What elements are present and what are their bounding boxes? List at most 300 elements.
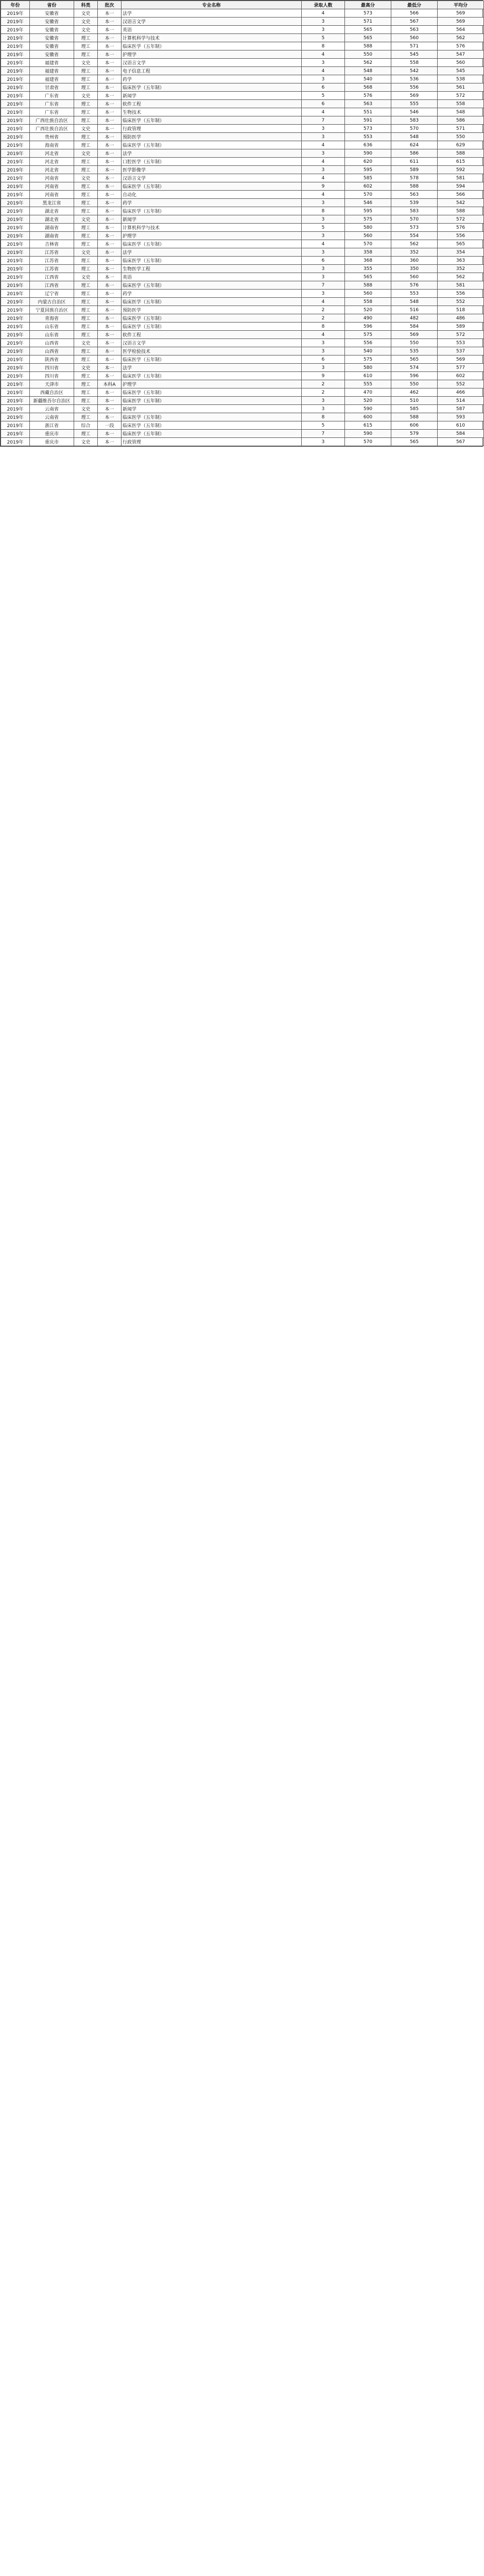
cell-year: 2019年 (1, 199, 30, 207)
cell-major-name: 临床医学（五年制） (122, 314, 302, 323)
cell-min-score: 571 (391, 42, 438, 50)
cell-min-score: 579 (391, 430, 438, 438)
cell-avg-score: 576 (438, 42, 484, 50)
cell-max-score: 540 (345, 75, 391, 83)
cell-year: 2019年 (1, 18, 30, 26)
cell-avg-score: 553 (438, 339, 484, 347)
cell-batch: 本一 (98, 18, 122, 26)
cell-admitted-count: 3 (302, 215, 345, 224)
cell-province: 广东省 (30, 108, 74, 116)
cell-major-name: 护理学 (122, 50, 302, 59)
table-row (1, 224, 484, 232)
cell-year: 2019年 (1, 174, 30, 182)
cell-major-name: 法学 (122, 149, 302, 158)
cell-year: 2019年 (1, 430, 30, 438)
cell-avg-score: 545 (438, 67, 484, 75)
cell-max-score: 470 (345, 388, 391, 397)
cell-batch: 本一 (98, 42, 122, 50)
cell-avg-score: 588 (438, 149, 484, 158)
cell-avg-score: 558 (438, 100, 484, 108)
cell-major-name: 药学 (122, 199, 302, 207)
cell-subject-category: 文史 (74, 248, 98, 257)
cell-batch: 本一 (98, 125, 122, 133)
table-row (1, 125, 484, 133)
cell-batch: 本一 (98, 100, 122, 108)
cell-min-score: 588 (391, 413, 438, 421)
cell-batch: 本一 (98, 199, 122, 207)
cell-min-score: 586 (391, 149, 438, 158)
cell-subject-category: 理工 (74, 207, 98, 215)
cell-batch: 本一 (98, 92, 122, 100)
table-row (1, 158, 484, 166)
cell-subject-category: 理工 (74, 314, 98, 323)
cell-subject-category: 理工 (74, 413, 98, 421)
cell-admitted-count: 7 (302, 116, 345, 125)
cell-max-score: 575 (345, 355, 391, 364)
cell-subject-category: 理工 (74, 306, 98, 314)
table-row (1, 166, 484, 174)
cell-year: 2019年 (1, 158, 30, 166)
cell-max-score: 556 (345, 339, 391, 347)
cell-min-score: 548 (391, 298, 438, 306)
cell-max-score: 565 (345, 26, 391, 34)
cell-batch: 本一 (98, 232, 122, 240)
cell-batch: 本一 (98, 306, 122, 314)
cell-admitted-count: 2 (302, 388, 345, 397)
cell-admitted-count: 5 (302, 92, 345, 100)
cell-max-score: 555 (345, 380, 391, 388)
cell-year: 2019年 (1, 248, 30, 257)
cell-avg-score: 548 (438, 108, 484, 116)
cell-subject-category: 理工 (74, 75, 98, 83)
cell-subject-category: 理工 (74, 372, 98, 380)
table-row (1, 331, 484, 339)
table-row (1, 281, 484, 290)
cell-province: 陕西省 (30, 355, 74, 364)
cell-avg-score: 565 (438, 240, 484, 248)
cell-year: 2019年 (1, 92, 30, 100)
cell-year: 2019年 (1, 290, 30, 298)
table-header-row (1, 1, 484, 9)
cell-min-score: 584 (391, 323, 438, 331)
cell-year: 2019年 (1, 306, 30, 314)
cell-avg-score: 363 (438, 257, 484, 265)
cell-min-score: 565 (391, 438, 438, 446)
cell-subject-category: 理工 (74, 430, 98, 438)
table-row (1, 26, 484, 34)
cell-avg-score: 514 (438, 397, 484, 405)
table-row (1, 339, 484, 347)
cell-major-name: 新闻学 (122, 405, 302, 413)
cell-avg-score: 592 (438, 166, 484, 174)
cell-batch: 本一 (98, 215, 122, 224)
table-row (1, 108, 484, 116)
cell-province: 湖南省 (30, 232, 74, 240)
cell-avg-score: 577 (438, 364, 484, 372)
cell-major-name: 汉语言文学 (122, 18, 302, 26)
cell-major-name: 软件工程 (122, 100, 302, 108)
cell-major-name: 临床医学（五年制） (122, 116, 302, 125)
cell-max-score: 573 (345, 9, 391, 18)
cell-major-name: 临床医学（五年制） (122, 257, 302, 265)
table-row (1, 323, 484, 331)
cell-year: 2019年 (1, 182, 30, 191)
cell-year: 2019年 (1, 339, 30, 347)
cell-max-score: 615 (345, 421, 391, 430)
table-row (1, 397, 484, 405)
cell-admitted-count: 4 (302, 191, 345, 199)
cell-avg-score: 629 (438, 141, 484, 149)
cell-min-score: 548 (391, 133, 438, 141)
cell-avg-score: 561 (438, 83, 484, 92)
cell-subject-category: 理工 (74, 290, 98, 298)
cell-admitted-count: 6 (302, 355, 345, 364)
cell-max-score: 636 (345, 141, 391, 149)
cell-admitted-count: 3 (302, 199, 345, 207)
cell-admitted-count: 3 (302, 149, 345, 158)
cell-avg-score: 552 (438, 380, 484, 388)
cell-avg-score: 556 (438, 290, 484, 298)
table-row (1, 191, 484, 199)
table-row (1, 141, 484, 149)
table-row (1, 50, 484, 59)
cell-min-score: 570 (391, 215, 438, 224)
cell-admitted-count: 2 (302, 380, 345, 388)
cell-max-score: 560 (345, 232, 391, 240)
cell-major-name: 临床医学（五年制） (122, 323, 302, 331)
cell-subject-category: 理工 (74, 224, 98, 232)
table-row (1, 42, 484, 50)
cell-major-name: 临床医学（五年制） (122, 372, 302, 380)
cell-province: 河北省 (30, 166, 74, 174)
cell-max-score: 590 (345, 430, 391, 438)
cell-year: 2019年 (1, 323, 30, 331)
cell-admitted-count: 3 (302, 248, 345, 257)
table-row (1, 413, 484, 421)
cell-avg-score: 567 (438, 438, 484, 446)
cell-province: 云南省 (30, 405, 74, 413)
cell-year: 2019年 (1, 298, 30, 306)
cell-subject-category: 理工 (74, 191, 98, 199)
cell-subject-category: 理工 (74, 298, 98, 306)
cell-year: 2019年 (1, 100, 30, 108)
cell-year: 2019年 (1, 75, 30, 83)
cell-admitted-count: 5 (302, 34, 345, 42)
cell-avg-score: 547 (438, 50, 484, 59)
cell-major-name: 医学影像学 (122, 166, 302, 174)
cell-batch: 本一 (98, 182, 122, 191)
cell-year: 2019年 (1, 125, 30, 133)
cell-max-score: 565 (345, 34, 391, 42)
cell-avg-score: 562 (438, 34, 484, 42)
table-row (1, 75, 484, 83)
cell-batch: 本一 (98, 191, 122, 199)
table-row (1, 257, 484, 265)
table-row (1, 364, 484, 372)
cell-major-name: 行政管理 (122, 125, 302, 133)
cell-batch: 本一 (98, 438, 122, 446)
cell-province: 内蒙古自治区 (30, 298, 74, 306)
cell-admitted-count: 3 (302, 59, 345, 67)
cell-subject-category: 理工 (74, 182, 98, 191)
cell-admitted-count: 8 (302, 323, 345, 331)
column-header-avg-score: 平均分 (438, 1, 484, 9)
cell-batch: 本一 (98, 9, 122, 18)
cell-year: 2019年 (1, 191, 30, 199)
cell-admitted-count: 3 (302, 75, 345, 83)
cell-subject-category: 理工 (74, 257, 98, 265)
cell-province: 山东省 (30, 323, 74, 331)
cell-min-score: 462 (391, 388, 438, 397)
table-row (1, 207, 484, 215)
cell-year: 2019年 (1, 421, 30, 430)
cell-year: 2019年 (1, 265, 30, 273)
cell-avg-score: 556 (438, 232, 484, 240)
cell-province: 新疆维吾尔自治区 (30, 397, 74, 405)
cell-max-score: 576 (345, 92, 391, 100)
cell-max-score: 588 (345, 42, 391, 50)
table-body (1, 9, 484, 446)
cell-major-name: 护理学 (122, 380, 302, 388)
cell-year: 2019年 (1, 133, 30, 141)
cell-max-score: 565 (345, 273, 391, 281)
cell-major-name: 医学检验技术 (122, 347, 302, 355)
cell-year: 2019年 (1, 355, 30, 364)
cell-province: 江苏省 (30, 248, 74, 257)
cell-batch: 本一 (98, 34, 122, 42)
cell-province: 安徽省 (30, 18, 74, 26)
cell-max-score: 573 (345, 125, 391, 133)
cell-admitted-count: 4 (302, 240, 345, 248)
column-header-year: 年份 (1, 1, 30, 9)
cell-major-name: 药学 (122, 290, 302, 298)
cell-admitted-count: 8 (302, 207, 345, 215)
cell-subject-category: 理工 (74, 67, 98, 75)
cell-max-score: 595 (345, 207, 391, 215)
cell-avg-score: 560 (438, 59, 484, 67)
cell-min-score: 573 (391, 224, 438, 232)
cell-max-score: 596 (345, 323, 391, 331)
cell-subject-category: 文史 (74, 9, 98, 18)
cell-avg-score: 593 (438, 413, 484, 421)
table-row (1, 273, 484, 281)
cell-min-score: 558 (391, 59, 438, 67)
cell-batch: 本一 (98, 298, 122, 306)
cell-admitted-count: 4 (302, 158, 345, 166)
cell-major-name: 临床医学（五年制） (122, 240, 302, 248)
cell-min-score: 545 (391, 50, 438, 59)
cell-batch: 本一 (98, 207, 122, 215)
cell-province: 四川省 (30, 372, 74, 380)
cell-batch: 本一 (98, 133, 122, 141)
table-row (1, 67, 484, 75)
cell-year: 2019年 (1, 380, 30, 388)
cell-max-score: 368 (345, 257, 391, 265)
cell-avg-score: 588 (438, 207, 484, 215)
cell-year: 2019年 (1, 364, 30, 372)
cell-year: 2019年 (1, 50, 30, 59)
cell-batch: 本一 (98, 59, 122, 67)
cell-min-score: 563 (391, 26, 438, 34)
cell-min-score: 569 (391, 92, 438, 100)
cell-max-score: 570 (345, 191, 391, 199)
cell-min-score: 350 (391, 265, 438, 273)
cell-year: 2019年 (1, 34, 30, 42)
cell-min-score: 510 (391, 397, 438, 405)
cell-admitted-count: 3 (302, 166, 345, 174)
table-row (1, 34, 484, 42)
cell-year: 2019年 (1, 405, 30, 413)
cell-subject-category: 文史 (74, 149, 98, 158)
cell-min-score: 352 (391, 248, 438, 257)
cell-province: 青海省 (30, 314, 74, 323)
cell-province: 宁夏回族自治区 (30, 306, 74, 314)
cell-avg-score: 518 (438, 306, 484, 314)
cell-avg-score: 550 (438, 133, 484, 141)
cell-batch: 本一 (98, 364, 122, 372)
cell-admitted-count: 9 (302, 182, 345, 191)
cell-min-score: 482 (391, 314, 438, 323)
cell-year: 2019年 (1, 207, 30, 215)
cell-avg-score: 581 (438, 174, 484, 182)
cell-avg-score: 586 (438, 116, 484, 125)
cell-subject-category: 文史 (74, 405, 98, 413)
cell-batch: 本一 (98, 248, 122, 257)
cell-year: 2019年 (1, 26, 30, 34)
column-header-admitted-count: 录取人数 (302, 1, 345, 9)
cell-batch: 本一 (98, 257, 122, 265)
cell-min-score: 585 (391, 405, 438, 413)
cell-min-score: 556 (391, 83, 438, 92)
cell-max-score: 595 (345, 166, 391, 174)
table-row (1, 18, 484, 26)
cell-batch: 本一 (98, 290, 122, 298)
cell-subject-category: 理工 (74, 380, 98, 388)
cell-avg-score: 354 (438, 248, 484, 257)
cell-avg-score: 572 (438, 215, 484, 224)
cell-province: 广东省 (30, 100, 74, 108)
cell-min-score: 560 (391, 273, 438, 281)
cell-max-score: 358 (345, 248, 391, 257)
table-row (1, 100, 484, 108)
cell-min-score: 596 (391, 372, 438, 380)
cell-admitted-count: 3 (302, 364, 345, 372)
cell-admitted-count: 3 (302, 290, 345, 298)
cell-major-name: 临床医学（五年制） (122, 430, 302, 438)
cell-admitted-count: 4 (302, 108, 345, 116)
table-row (1, 59, 484, 67)
cell-major-name: 临床医学（五年制） (122, 281, 302, 290)
column-header-batch: 批次 (98, 1, 122, 9)
cell-subject-category: 理工 (74, 133, 98, 141)
table-row (1, 380, 484, 388)
cell-year: 2019年 (1, 141, 30, 149)
cell-province: 西藏自治区 (30, 388, 74, 397)
table-row (1, 174, 484, 182)
cell-min-score: 578 (391, 174, 438, 182)
cell-max-score: 553 (345, 133, 391, 141)
cell-admitted-count: 4 (302, 50, 345, 59)
cell-min-score: 535 (391, 347, 438, 355)
cell-year: 2019年 (1, 397, 30, 405)
cell-subject-category: 文史 (74, 26, 98, 34)
cell-min-score: 554 (391, 232, 438, 240)
cell-year: 2019年 (1, 166, 30, 174)
cell-year: 2019年 (1, 215, 30, 224)
table-row (1, 133, 484, 141)
cell-year: 2019年 (1, 331, 30, 339)
cell-min-score: 624 (391, 141, 438, 149)
cell-province: 浙江省 (30, 421, 74, 430)
cell-year: 2019年 (1, 116, 30, 125)
cell-batch: 本一 (98, 397, 122, 405)
cell-subject-category: 理工 (74, 166, 98, 174)
cell-admitted-count: 5 (302, 421, 345, 430)
cell-batch: 本一 (98, 265, 122, 273)
cell-subject-category: 理工 (74, 83, 98, 92)
cell-min-score: 576 (391, 281, 438, 290)
cell-max-score: 540 (345, 347, 391, 355)
cell-max-score: 570 (345, 438, 391, 446)
cell-max-score: 563 (345, 100, 391, 108)
cell-avg-score: 615 (438, 158, 484, 166)
cell-avg-score: 566 (438, 191, 484, 199)
cell-province: 江苏省 (30, 265, 74, 273)
cell-batch: 本一 (98, 108, 122, 116)
cell-major-name: 汉语言文学 (122, 339, 302, 347)
cell-major-name: 药学 (122, 75, 302, 83)
cell-batch: 本一 (98, 224, 122, 232)
cell-subject-category: 理工 (74, 141, 98, 149)
cell-major-name: 临床医学（五年制） (122, 141, 302, 149)
cell-max-score: 490 (345, 314, 391, 323)
cell-min-score: 566 (391, 9, 438, 18)
cell-avg-score: 352 (438, 265, 484, 273)
column-header-major-name: 专业名称 (122, 1, 302, 9)
table-row (1, 421, 484, 430)
cell-province: 广西壮族自治区 (30, 116, 74, 125)
cell-major-name: 法学 (122, 364, 302, 372)
cell-year: 2019年 (1, 232, 30, 240)
cell-subject-category: 理工 (74, 42, 98, 50)
cell-major-name: 汉语言文学 (122, 174, 302, 182)
cell-max-score: 600 (345, 413, 391, 421)
cell-subject-category: 文史 (74, 273, 98, 281)
cell-province: 重庆市 (30, 430, 74, 438)
cell-major-name: 英语 (122, 273, 302, 281)
cell-year: 2019年 (1, 59, 30, 67)
cell-min-score: 536 (391, 75, 438, 83)
cell-admitted-count: 3 (302, 397, 345, 405)
cell-subject-category: 综合 (74, 421, 98, 430)
cell-batch: 本一 (98, 355, 122, 364)
cell-batch: 本一 (98, 67, 122, 75)
cell-subject-category: 文史 (74, 215, 98, 224)
cell-province: 河南省 (30, 174, 74, 182)
cell-major-name: 行政管理 (122, 438, 302, 446)
cell-avg-score: 610 (438, 421, 484, 430)
admission-score-table (1, 1, 484, 446)
cell-major-name: 预防医学 (122, 133, 302, 141)
cell-max-score: 580 (345, 224, 391, 232)
cell-subject-category: 文史 (74, 339, 98, 347)
table-row (1, 83, 484, 92)
cell-province: 山西省 (30, 339, 74, 347)
table-row (1, 405, 484, 413)
table-row (1, 9, 484, 18)
cell-avg-score: 538 (438, 75, 484, 83)
cell-max-score: 550 (345, 50, 391, 59)
